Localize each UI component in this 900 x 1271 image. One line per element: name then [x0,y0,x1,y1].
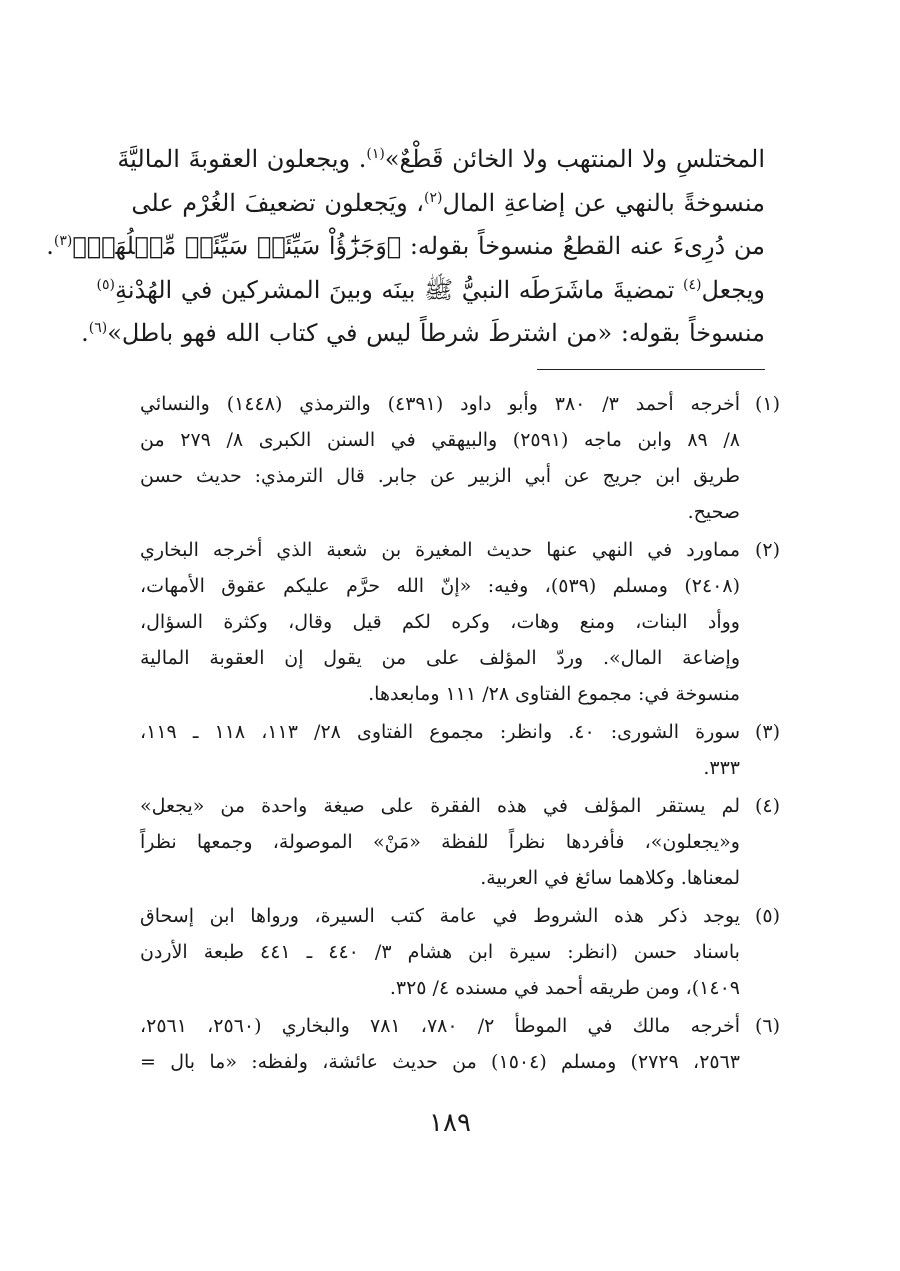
footnote-line: يوجد ذكر هذه الشروط في عامة كتب السيرة، ورواها ابن إسحاق [140,905,740,927]
footnote-ref: (١) [366,146,385,162]
footnote-3 [140,714,780,786]
footnote-2 [140,532,780,712]
footnote-body [140,714,740,786]
footnote-line: ٨/ ٨٩ وابن ماجه (٢٥٩١) والبيهقي في السنن الكبرى ٨/ ٢٧٩ من [140,429,740,451]
main-text [46,138,765,356]
footnote-line: سورة الشورى: ٤٠. وانظر: مجموع الفتاوى ٢٨/ ١١٣، ١١٨ ـ ١١٩، [140,721,740,743]
footnote-line: (٢٤٠٨) ومسلم (٥٣٩)، وفيه: «إنّ الله حرَّم عليكم عقوق الأمهات، [140,575,740,597]
footnote-number: (٤) [754,795,780,817]
footnote-number: (٣) [754,721,780,743]
footnote-line: أخرجه مالك في الموطأ ٢/ ٧٨٠، ٧٨١ والبخاري (٢٥٦٠، ٢٥٦١، [140,1015,741,1037]
footnote-body [140,788,740,896]
footnotes [140,386,780,1080]
footnote-body [140,1008,740,1080]
footnote-body [140,386,740,530]
footnote-line: باسناد حسن (انظر: سيرة ابن هشام ٣/ ٤٤٠ ـ ٤٤١ طبعة الأردن [140,941,740,963]
footnote-line: صحيح. [687,501,740,523]
footnote-body [140,898,740,1006]
footnote-line: طريق ابن جريج عن أبي الزبير عن جابر. قال الترمذي: حديث حسن [140,465,740,487]
footnote-line: ٢٥٦٣، ٢٧٢٩) ومسلم (١٥٠٤) من حديث عائشة، ولفظه: «ما بال = [140,1051,741,1073]
main-line: من دُرِىءَ عنه القطعُ منسوخاً بقوله: ﴿وَجَزَٰٓؤُاْ سَيِّئَةٖ سَيِّئَةٞ مِّثۡلُهَاۚ﴾$^{(٣)}$. [46,232,765,260]
footnote-number: (٥) [754,905,780,927]
main-line: ويجعل$^{(٤)}$ تمضيةَ ماشَرَطَه النبيُّ ﷺ بينَه وبينَ المشركين في الهُدْنةِ$^{(٥)}$ [96,275,765,304]
footnote-5 [140,898,780,1006]
footnote-line: مماورد في النهي عنها حديث المغيرة بن شعبة الذي أخرجه البخاري [140,539,740,561]
footnote-4 [140,788,780,896]
footnote-ref: (٢) [424,189,443,206]
footnote-line: و«يجعلون»، فأفردها نظراً للفظة «مَنْ» الموصولة، وجمعها نظراً [140,831,740,853]
footnote-separator [537,369,765,370]
main-line: منسوخاً بقوله: «من اشترطَ شرطاً ليس في كتاب الله فهو باطل»$^{(٦)}$. [81,319,765,347]
footnote-ref: (٣) [53,233,73,249]
main-line: المختلسِ ولا المنتهب ولا الخائن قَطْعٌ»$^{(١)}$. ويجعلون العقوبةَ الماليَّةَ [117,145,765,173]
footnote-line: وإضاعة المال». وردّ المؤلف على من يقول إن العقوبة المالية [140,647,740,669]
footnote-line: ١٤٠٩)، ومن طريقه أحمد في مسنده ٤/ ٣٢٥. [389,977,740,999]
footnote-1 [140,386,780,530]
footnote-ref: (٦) [88,320,108,336]
footnote-ref: (٥) [96,276,115,293]
footnote-line: لمعناها. وكلاهما سائغ في العربية. [480,867,740,889]
footnote-line: ٣٣٣. [703,757,740,779]
footnote-6 [140,1008,780,1080]
footnote-line: منسوخة في: مجموع الفتاوى ٢٨/ ١١١ ومابعدها. [368,683,740,705]
footnote-number: (٢) [754,539,780,561]
footnote-number: (١) [754,393,780,415]
main-line: منسوخةً بالنهي عن إضاعةِ المال$^{(٢)}$، ويَجعلون تضعيفَ الغُرْم على [131,188,765,217]
page-number: ١٨٩ [429,1108,471,1138]
footnote-ref: (٤) [683,276,702,293]
footnote-line: لم يستقر المؤلف في هذه الفقرة على صيغة واحدة من «يجعل» [140,795,740,817]
footnote-number: (٦) [754,1015,780,1037]
footnote-body [140,532,740,712]
footnote-line: أخرجه أحمد ٣/ ٣٨٠ وأبو داود (٤٣٩١) والترمذي (١٤٤٨) والنسائي [140,393,741,415]
footnote-line: ووأد البنات، ومنع وهات، وكره لكم قيل وقال، وكثرة السؤال، [140,611,740,633]
